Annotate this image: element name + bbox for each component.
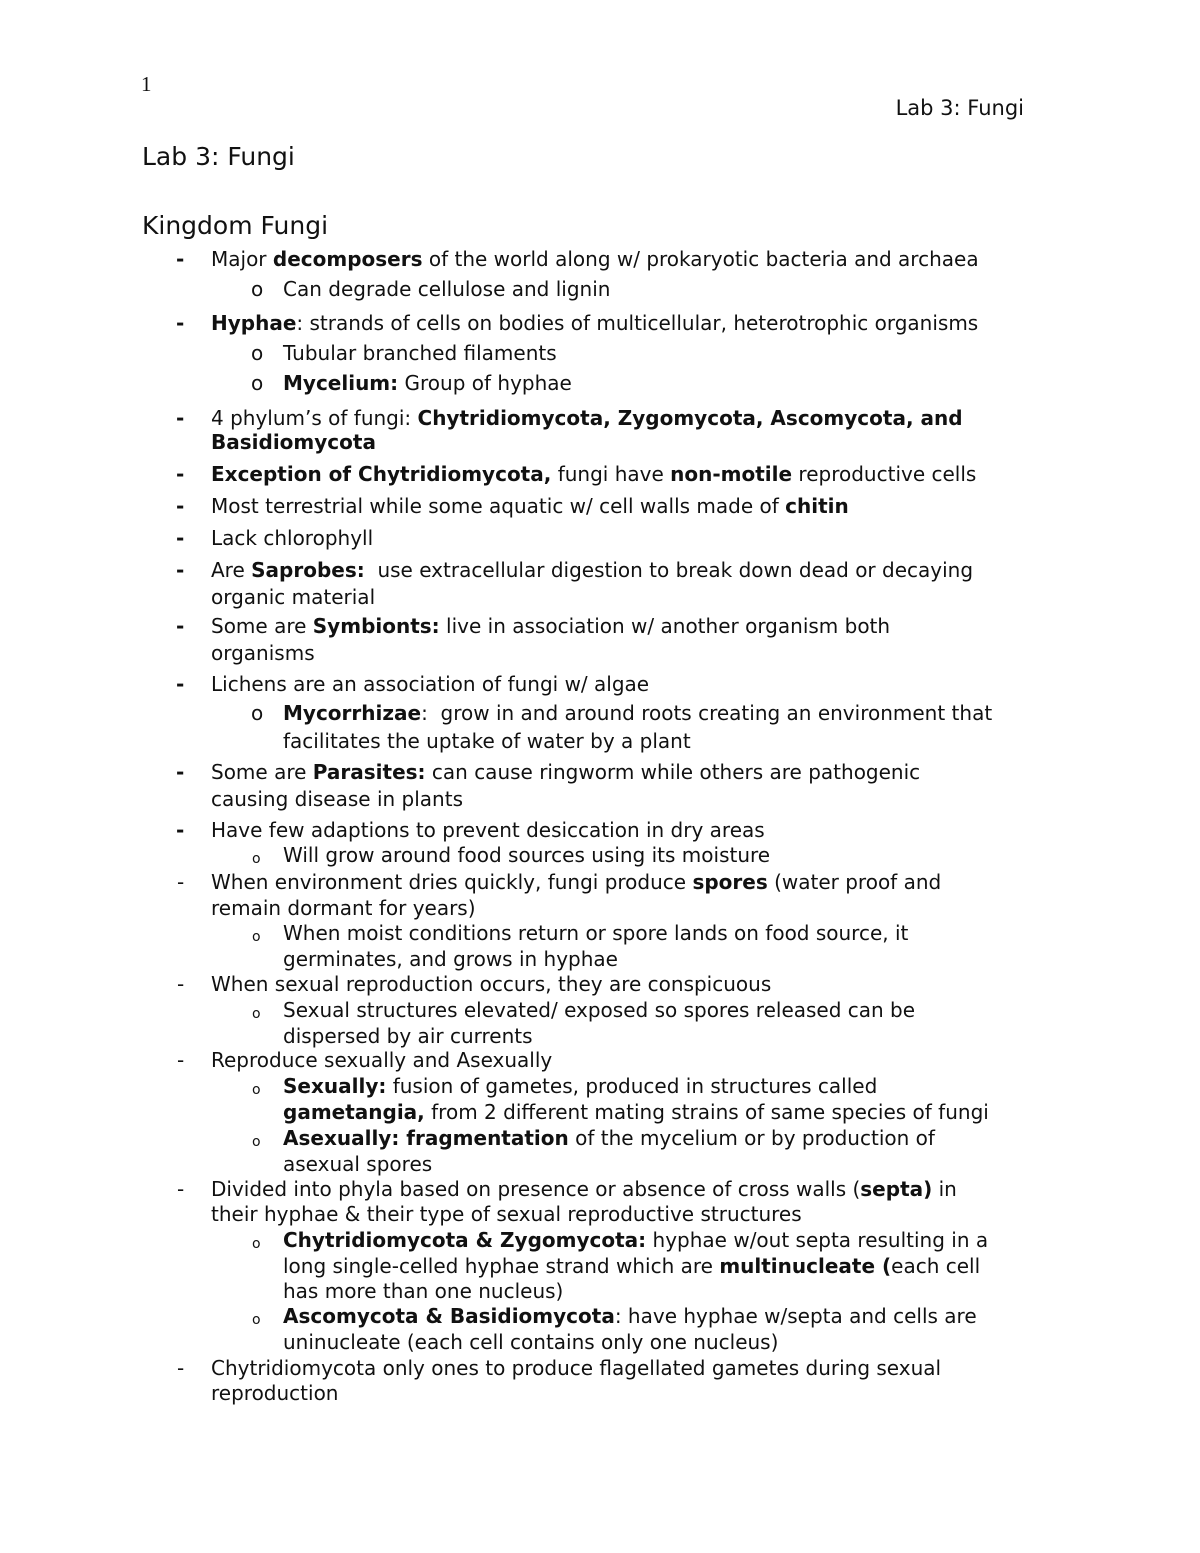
bullet-line: [211, 1355, 941, 1382]
bold-term: Chytridiomycota & Zygomycota:: [283, 1228, 647, 1252]
line-text: of the world along w/ prokaryotic bacteria and archaea: [422, 247, 979, 271]
bold-term: Mycorrhizae: [283, 701, 422, 725]
line-text: Sexual structures elevated/ exposed so spores released can be: [283, 998, 916, 1022]
bullet-line: [211, 671, 649, 698]
bold-term: non-motile: [670, 462, 793, 486]
bold-term: Chytridiomycota, Zygomycota, Ascomycota, and: [417, 406, 963, 430]
bullet-line: [211, 429, 376, 456]
bullet-line: [283, 276, 610, 303]
bullet-line: [283, 1151, 432, 1178]
line-text: reproductive cells: [792, 462, 977, 486]
bullet-line: [283, 946, 618, 973]
bullet-line: [211, 817, 765, 844]
bullet-line: [283, 1125, 935, 1152]
line-text: germinates, and grows in hyphae: [283, 947, 618, 971]
dash-bullet-icon: -: [176, 614, 185, 638]
line-text: Group of hyphae: [398, 371, 572, 395]
line-text: live in association w/ another organism both: [439, 614, 891, 638]
circle-bullet-icon: o: [252, 1312, 261, 1328]
bullet-line: [283, 700, 992, 727]
line-text: Chytridiomycota only ones to produce flagellated gametes during sexual: [211, 1356, 942, 1380]
line-text: fungi have: [551, 462, 671, 486]
line-text: uninucleate (each cell contains only one nucleus): [283, 1330, 779, 1354]
dash-bullet-icon: -: [176, 494, 185, 518]
line-text: When moist conditions return or spore lands on food source, it: [283, 921, 909, 945]
line-text: long single-celled hyphae strand which are: [283, 1254, 720, 1278]
document-title: Lab 3: Fungi: [142, 142, 295, 171]
line-text: Lichens are an association of fungi w/ algae: [211, 672, 650, 696]
bullet-line: [211, 405, 963, 432]
bullet-line: [211, 584, 375, 611]
bold-term: Mycelium:: [283, 371, 399, 395]
bullet-line: [283, 1227, 988, 1254]
line-text: Tubular branched filaments: [283, 341, 557, 365]
circle-bullet-icon: o: [252, 929, 261, 945]
bullet-line: [283, 1023, 533, 1050]
bullet-line: [211, 1201, 802, 1228]
bold-term: chitin: [785, 494, 849, 518]
bullet-line: [211, 461, 976, 488]
line-text: : grow in and around roots creating an environment that: [421, 701, 993, 725]
line-text: organic material: [211, 585, 376, 609]
bullet-line: [283, 1073, 877, 1100]
bold-term: Basidiomycota: [211, 430, 376, 454]
dash-bullet-icon: -: [176, 760, 185, 784]
line-text: from 2 different mating strains of same species of fungi: [424, 1100, 989, 1124]
line-text: can cause ringworm while others are pathogenic: [425, 760, 921, 784]
bold-term: Parasites:: [312, 760, 426, 784]
bullet-line: [283, 340, 557, 367]
bullet-line: [211, 613, 890, 640]
line-text: Some are: [211, 614, 313, 638]
running-header: Lab 3: Fungi: [895, 96, 1024, 120]
line-text: hyphae w/out septa resulting in a: [646, 1228, 989, 1252]
circle-bullet-icon: o: [251, 371, 264, 395]
line-text: Have few adaptions to prevent desiccation in dry areas: [211, 818, 765, 842]
bold-term: multinucleate (: [719, 1254, 892, 1278]
line-text: Divided into phyla based on presence or absence of cross walls (: [211, 1177, 861, 1201]
bold-term: Ascomycota & Basidiomycota: [283, 1304, 615, 1328]
line-text: their hyphae & their type of sexual reproductive structures: [211, 1202, 802, 1226]
dash-bullet-icon: -: [176, 247, 185, 271]
bold-term: Saprobes:: [251, 558, 365, 582]
bullet-line: [211, 869, 941, 896]
circle-bullet-icon: o: [251, 701, 264, 725]
dash-bullet-icon: -: [176, 406, 185, 430]
line-text: organisms: [211, 641, 315, 665]
bullet-line: [211, 493, 849, 520]
bullet-line: [283, 370, 572, 397]
line-text: Major: [211, 247, 273, 271]
line-text: of the mycelium or by production of: [568, 1126, 935, 1150]
line-text: Will grow around food sources using its moisture: [283, 843, 771, 867]
line-text: causing disease in plants: [211, 787, 463, 811]
line-text: each cell: [891, 1254, 981, 1278]
bullet-line: [283, 1253, 980, 1280]
bullet-line: [283, 1329, 778, 1356]
bullet-line: [211, 786, 463, 813]
bullet-line: [211, 1047, 552, 1074]
circle-bullet-icon: o: [252, 1082, 261, 1098]
line-text: Reproduce sexually and Asexually: [211, 1048, 553, 1072]
bold-term: Asexually: fragmentation: [283, 1126, 569, 1150]
dash-bullet-icon: -: [176, 558, 185, 582]
line-text: Are: [211, 558, 252, 582]
line-text: facilitates the uptake of water by a plant: [283, 729, 691, 753]
bullet-line: [283, 842, 770, 869]
bullet-line: [211, 246, 979, 273]
dash-bullet-icon: -: [176, 818, 185, 842]
bold-term: Symbionts:: [312, 614, 440, 638]
page-number: 1: [141, 72, 152, 96]
dash-bullet-icon: -: [177, 972, 185, 996]
line-text: : have hyphae w/septa and cells are: [614, 1304, 977, 1328]
bullet-line: [283, 1278, 563, 1305]
line-text: When environment dries quickly, fungi produce: [211, 870, 693, 894]
line-text: When sexual reproduction occurs, they are conspicuous: [211, 972, 772, 996]
bold-term: spores: [692, 870, 768, 894]
dash-bullet-icon: -: [177, 1356, 185, 1380]
dash-bullet-icon: -: [176, 462, 185, 486]
dash-bullet-icon: -: [177, 870, 185, 894]
bullet-line: [283, 1303, 977, 1330]
bullet-line: [283, 997, 915, 1024]
dash-bullet-icon: -: [177, 1048, 185, 1072]
bold-term: gametangia,: [283, 1100, 425, 1124]
line-text: has more than one nucleus): [283, 1279, 564, 1303]
bold-term: decomposers: [272, 247, 423, 271]
circle-bullet-icon: o: [251, 277, 264, 301]
circle-bullet-icon: o: [252, 1236, 261, 1252]
line-text: reproduction: [211, 1381, 339, 1405]
bullet-line: [211, 525, 373, 552]
line-text: Most terrestrial while some aquatic w/ cell walls made of: [211, 494, 786, 518]
bold-term: Exception of Chytridiomycota,: [211, 462, 552, 486]
bullet-line: [211, 759, 920, 786]
dash-bullet-icon: -: [176, 526, 185, 550]
bullet-line: [211, 557, 973, 584]
line-text: 4 phylum’s of fungi:: [211, 406, 418, 430]
circle-bullet-icon: o: [251, 341, 264, 365]
line-text: use extracellular digestion to break down dead or decaying: [364, 558, 974, 582]
bold-term: Hyphae: [211, 311, 297, 335]
circle-bullet-icon: o: [252, 1134, 261, 1150]
line-text: remain dormant for years): [211, 896, 476, 920]
line-text: in: [932, 1177, 957, 1201]
bullet-line: [211, 640, 315, 667]
bullet-line: [283, 920, 908, 947]
line-text: fusion of gametes, produced in structures called: [386, 1074, 878, 1098]
dash-bullet-icon: -: [176, 672, 185, 696]
bullet-line: [211, 310, 978, 337]
section-heading: Kingdom Fungi: [142, 211, 329, 240]
line-text: Some are: [211, 760, 313, 784]
bullet-line: [283, 1099, 989, 1126]
bullet-line: [283, 728, 691, 755]
bullet-line: [211, 895, 476, 922]
line-text: asexual spores: [283, 1152, 433, 1176]
dash-bullet-icon: -: [177, 1177, 185, 1201]
dash-bullet-icon: -: [176, 311, 185, 335]
bold-term: septa): [860, 1177, 933, 1201]
bold-term: Sexually:: [283, 1074, 387, 1098]
line-text: Lack chlorophyll: [211, 526, 374, 550]
line-text: : strands of cells on bodies of multicellular, heterotrophic organisms: [296, 311, 979, 335]
bullet-line: [211, 971, 771, 998]
circle-bullet-icon: o: [252, 1006, 261, 1022]
bullet-line: [211, 1176, 957, 1203]
line-text: Can degrade cellulose and lignin: [283, 277, 611, 301]
bullet-line: [211, 1380, 338, 1407]
circle-bullet-icon: o: [252, 851, 261, 867]
line-text: (water proof and: [767, 870, 942, 894]
line-text: dispersed by air currents: [283, 1024, 533, 1048]
